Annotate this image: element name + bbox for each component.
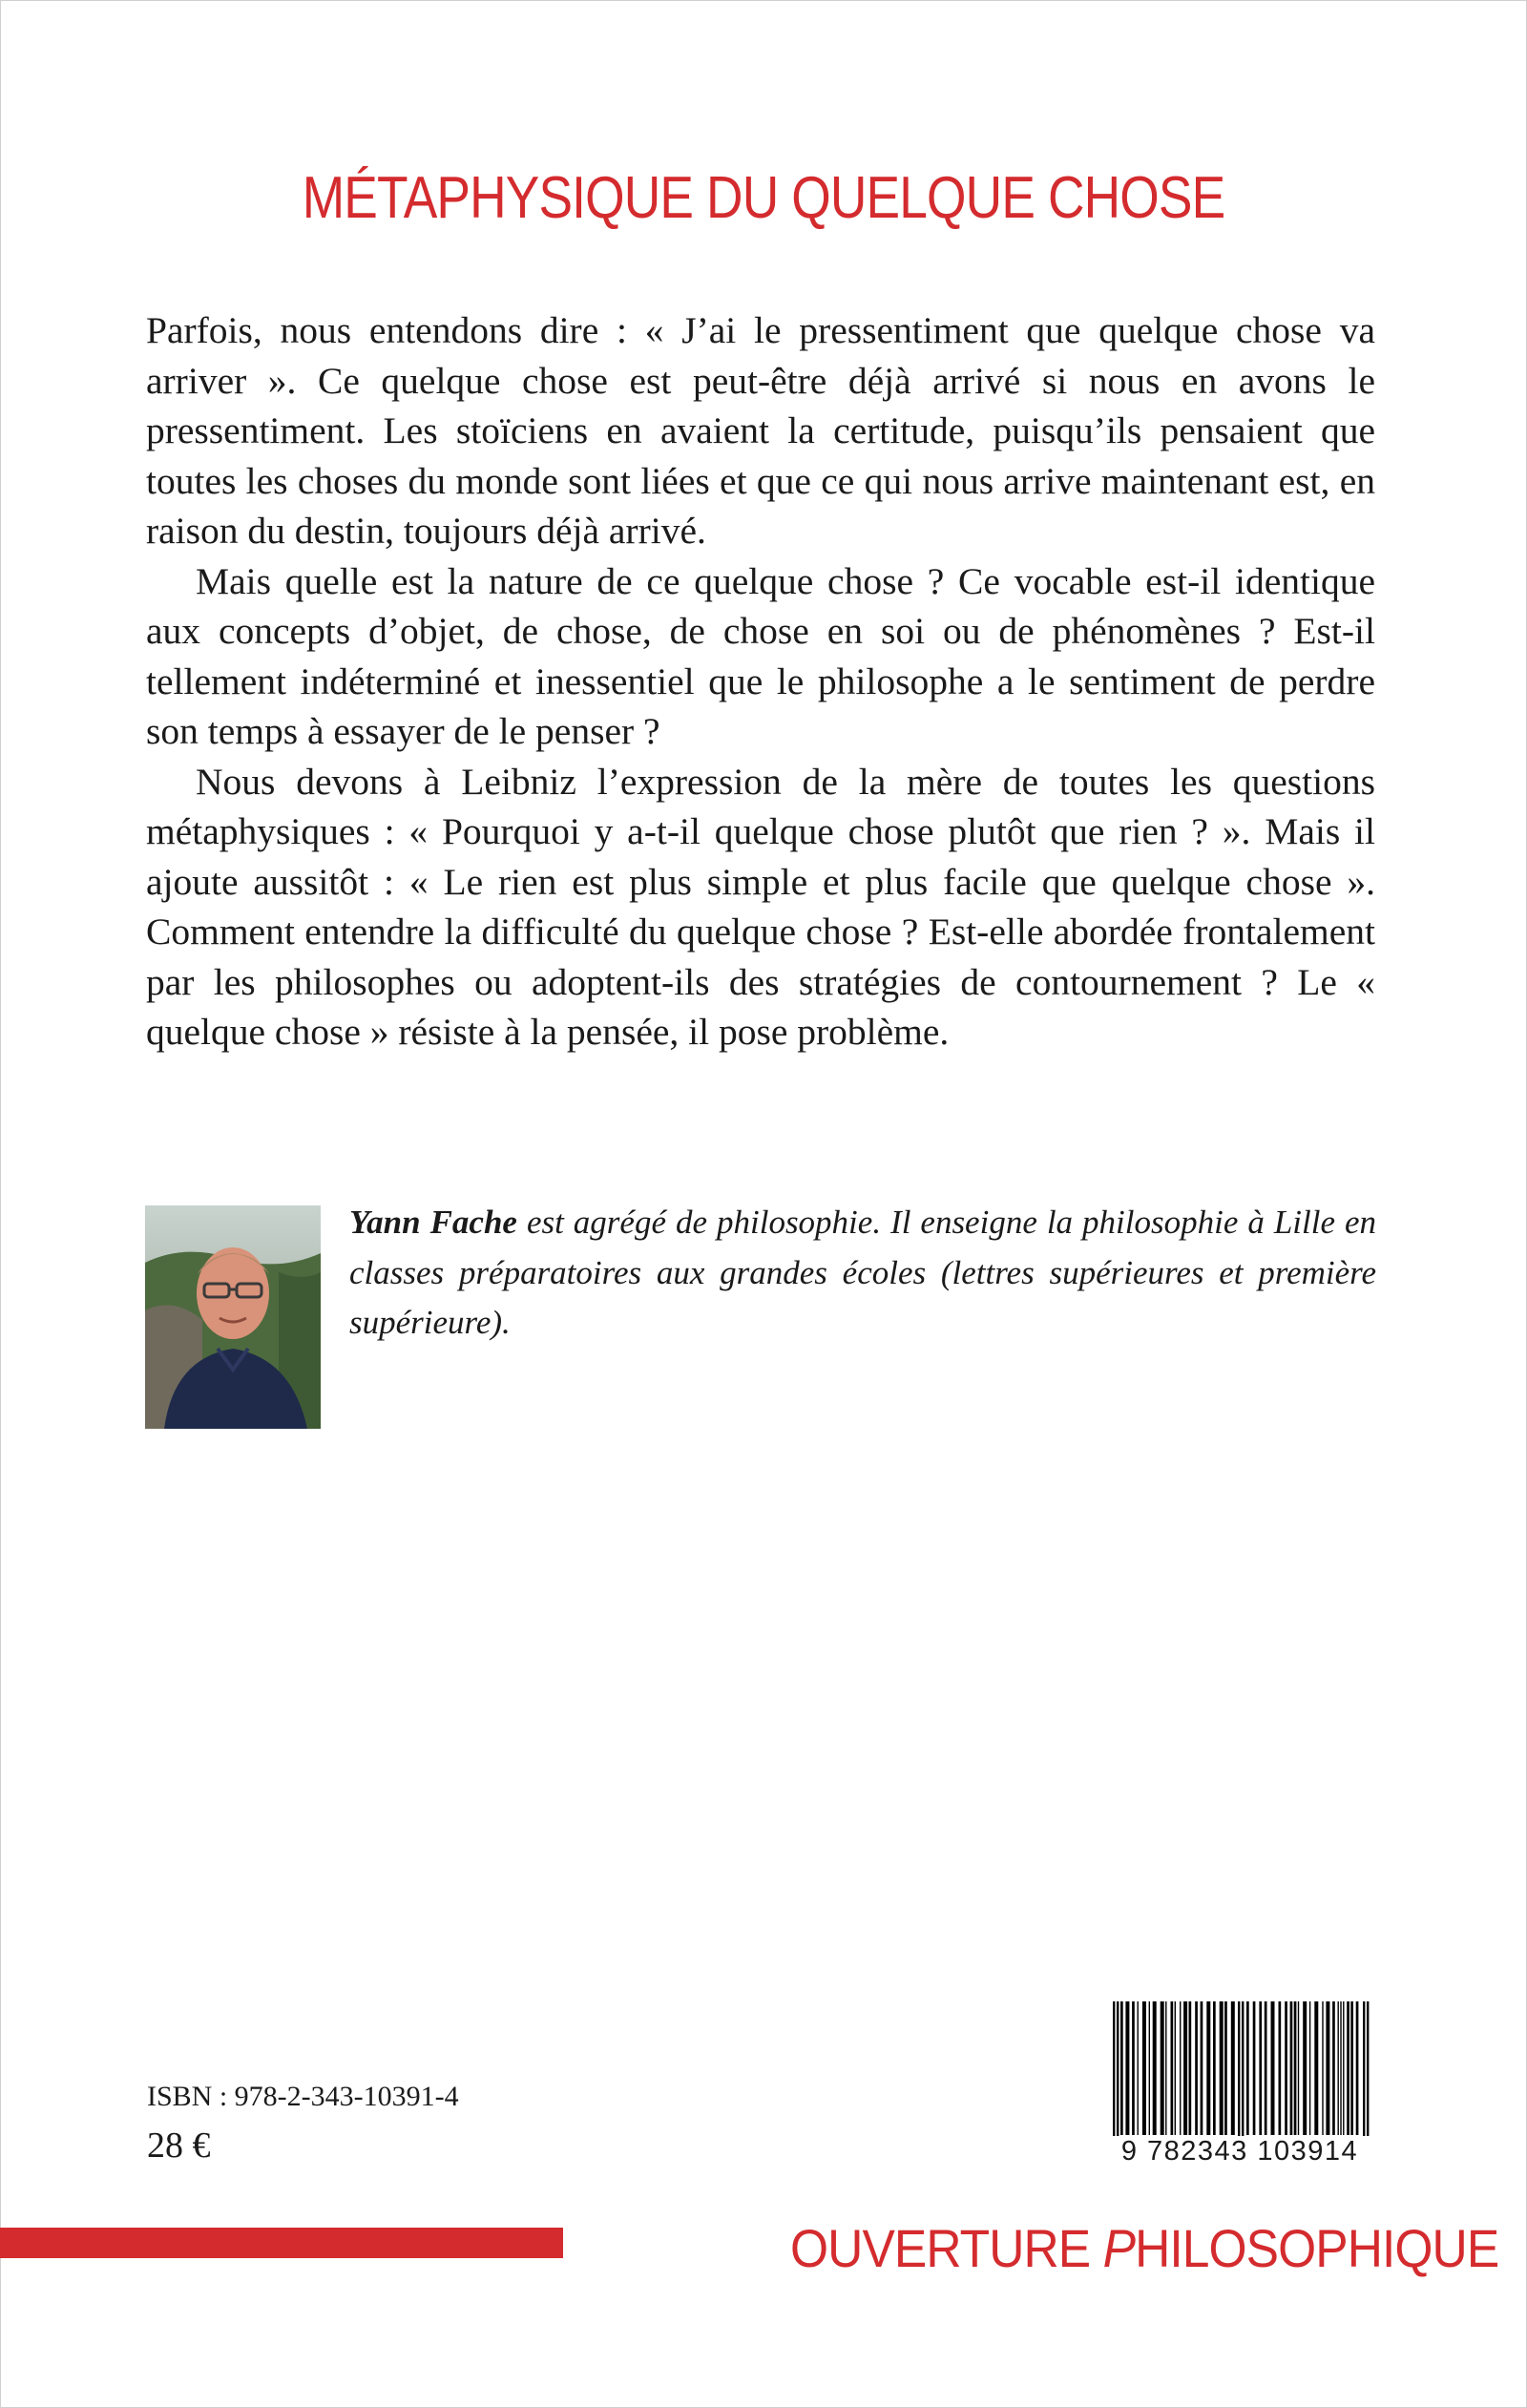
series-name: [790, 2217, 1498, 2279]
isbn: ISBN : 978-2-343-10391-4: [147, 2081, 459, 2112]
series-name-part1: OUVERTURE: [790, 2218, 1103, 2278]
red-band: [0, 2228, 563, 2258]
author-bio-text: est agrégé de philosophie. Il enseigne la philosophie à Lille en classes préparatoires aux grandes écoles (lettres supérieures et première supérieure).: [349, 1204, 1377, 1341]
author-bio: [349, 1198, 1376, 1349]
barcode-digits: 9 782343 103914: [1105, 2136, 1374, 2167]
author-photo: [145, 1205, 321, 1429]
summary-paragraph: Parfois, nous entendons dire : « J’ai le pressentiment que quelque chose va arriver ». Ce quelque chose est peut-être déjà arrivé si nous en avons le pressentiment. Les stoïciens en avaient la certitude, puisqu’ils pensaient que toutes les choses du monde sont liées et que ce qui nous arrive maintenant est, en raison du destin, toujours déjà arrivé.: [146, 309, 1375, 552]
price: 28 €: [147, 2125, 211, 2166]
series-name-part3: HILOSOPHIQUE: [1135, 2218, 1499, 2278]
summary-paragraph: Mais quelle est la nature de ce quelque chose ? Ce vocable est-il identique aux concepts d’objet, de chose, de chose en soi ou de phénomènes ? Est-il tellement indéterminé et inessentiel que le philosophe a le sentiment de perdre son temps à essayer de le penser ?: [146, 559, 1375, 752]
author-name: Yann Fache: [349, 1204, 517, 1241]
summary-paragraph: Nous devons à Leibniz l’expression de la mère de toutes les questions métaphysiques : « Pourquoi y a-t-il quelque chose plutôt que rien ? ». Mais il ajoute aussitôt : « Le rien est plus simple et plus facile que quelque chose ». Comment entendre la difficulté du quelque chose ? Est-elle abordée frontalement par les philosophes ou adoptent-ils des stratégies de contournement ? Le « quelque chose » résiste à la pensée, il pose problème.: [146, 760, 1375, 1053]
series-name-part2: P: [1102, 2218, 1136, 2278]
book-title: MÉTAPHYSIQUE DU QUELQUE CHOSE: [302, 165, 1225, 231]
summary-text: [146, 305, 1375, 1057]
